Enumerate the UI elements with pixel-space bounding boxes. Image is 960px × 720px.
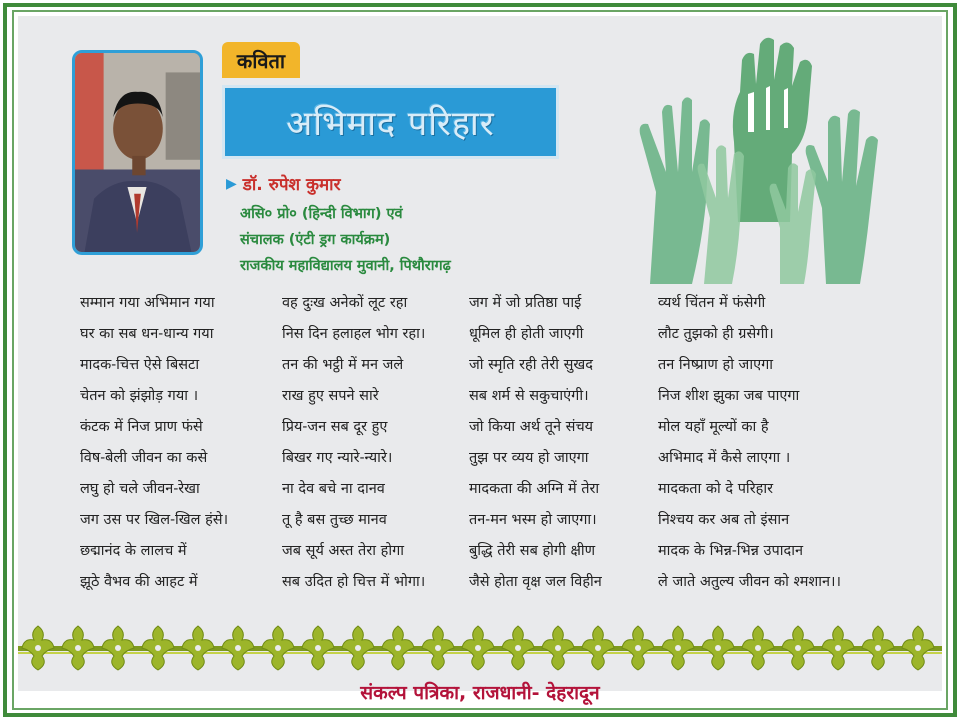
poem-line: छद्मानंद के लालच में bbox=[80, 543, 187, 559]
poem-line: मादकता की अग्नि में तेरा bbox=[469, 481, 600, 497]
poem-column-2 bbox=[282, 288, 425, 598]
poem-line: जैसे होता वृक्ष जल विहीन bbox=[469, 574, 602, 590]
author-block bbox=[226, 172, 586, 279]
poem-line: झूठे वैभव की आहट में bbox=[80, 574, 198, 590]
author-role: संचालक (एंटी ड्रग कार्यक्रम) bbox=[240, 232, 391, 248]
poem-line: जो किया अर्थ तूने संचय bbox=[469, 419, 594, 435]
poem-line: बुद्धि तेरी सब होगी क्षीण bbox=[469, 543, 596, 559]
poem-line: निश्चय कर अब तो इंसान bbox=[658, 512, 790, 528]
poem-line: मादकता को दे परिहार bbox=[658, 481, 774, 497]
poem-column-1 bbox=[80, 288, 228, 598]
poem-line: मोल यहाँ मूल्यों का है bbox=[658, 419, 769, 435]
poem-line: सब उदित हो चित्त में भोगा। bbox=[282, 574, 426, 590]
poem-line: जब सूर्य अस्त तेरा होगा bbox=[282, 543, 404, 559]
author-photo bbox=[72, 50, 203, 255]
poem-line: व्यर्थ चिंतन में फंसेगी bbox=[658, 295, 766, 311]
poem-line: तन की भट्ठी में मन जले bbox=[282, 357, 404, 373]
poem-line: वह दुःख अनेकों लूट रहा bbox=[282, 295, 408, 311]
raised-hands-illustration bbox=[630, 22, 892, 290]
poem-line: जो स्मृति रही तेरी सुखद bbox=[469, 357, 593, 373]
poem-line: मादक के भिन्न-भिन्न उपादान bbox=[658, 543, 803, 559]
poem-line: सम्मान गया अभिमान गया bbox=[80, 295, 215, 311]
author-institution: राजकीय महाविद्यालय मुवानी, पिथौरागढ़ bbox=[240, 258, 451, 274]
poem-line: लौट तुझको ही ग्रसेगी। bbox=[658, 326, 774, 342]
poem-body bbox=[60, 288, 920, 618]
poem-line: कंटक में निज प्राण फंसे bbox=[80, 419, 203, 435]
poem-line: लघु हो चले जीवन-रेखा bbox=[80, 481, 200, 497]
poem-line: निस दिन हलाहल भोग रहा। bbox=[282, 326, 426, 342]
poem-line: तुझ पर व्यय हो जाएगा bbox=[469, 450, 589, 466]
poem-line: ले जाते अतुल्य जीवन को श्मशान।। bbox=[658, 574, 842, 590]
poem-column-3 bbox=[469, 288, 602, 598]
poem-line: जग में जो प्रतिष्ठा पाई bbox=[469, 295, 582, 311]
poem-line: तन-मन भस्म हो जाएगा। bbox=[469, 512, 597, 528]
raised-hands-icon bbox=[630, 22, 892, 290]
poem-line: मादक-चित्त ऐसे बिसटा bbox=[80, 357, 200, 373]
poem-line: सब शर्म से सकुचाएंगी। bbox=[469, 388, 589, 404]
poem-line: बिखर गए न्यारे-न्यारे। bbox=[282, 450, 393, 466]
poem-line: प्रिय-जन सब दूर हुए bbox=[282, 419, 388, 435]
triangle-bullet-icon: ▶ bbox=[226, 175, 237, 192]
poem-column-4 bbox=[658, 288, 841, 598]
author-name: डॉ. रुपेश कुमार bbox=[242, 175, 341, 195]
author-name-row bbox=[226, 172, 586, 195]
publication-credit: संकल्प पत्रिका, राजधानी- देहरादून bbox=[360, 682, 600, 704]
title-banner bbox=[222, 85, 559, 159]
ornamental-border bbox=[18, 622, 942, 674]
poem-title: अभिमाद परिहार bbox=[286, 104, 495, 144]
author-photo-icon bbox=[75, 53, 200, 252]
ornamental-border-icon bbox=[18, 622, 942, 674]
poem-line: तू है बस तुच्छ मानव bbox=[282, 512, 387, 528]
poem-line: राख हुए सपने सारे bbox=[282, 388, 379, 404]
poem-line: चेतन को झंझोड़ गया । bbox=[80, 388, 199, 404]
poem-line: निज शीश झुका जब पाएगा bbox=[658, 388, 800, 404]
poem-line: धूमिल ही होती जाएगी bbox=[469, 326, 584, 342]
poem-line: घर का सब धन-धान्य गया bbox=[80, 326, 214, 342]
poem-line: ना देव बचे ना दानव bbox=[282, 481, 385, 497]
poem-line: अभिमाद में कैसे लाएगा । bbox=[658, 450, 791, 466]
category-tag: कविता bbox=[222, 42, 300, 78]
poem-line: विष-बेली जीवन का कसे bbox=[80, 450, 208, 466]
author-designation: असि० प्रो० (हिन्दी विभाग) एवं bbox=[240, 206, 403, 222]
poem-line: जग उस पर खिल-खिल हंसे। bbox=[80, 512, 229, 528]
poem-line: तन निष्प्राण हो जाएगा bbox=[658, 357, 774, 373]
